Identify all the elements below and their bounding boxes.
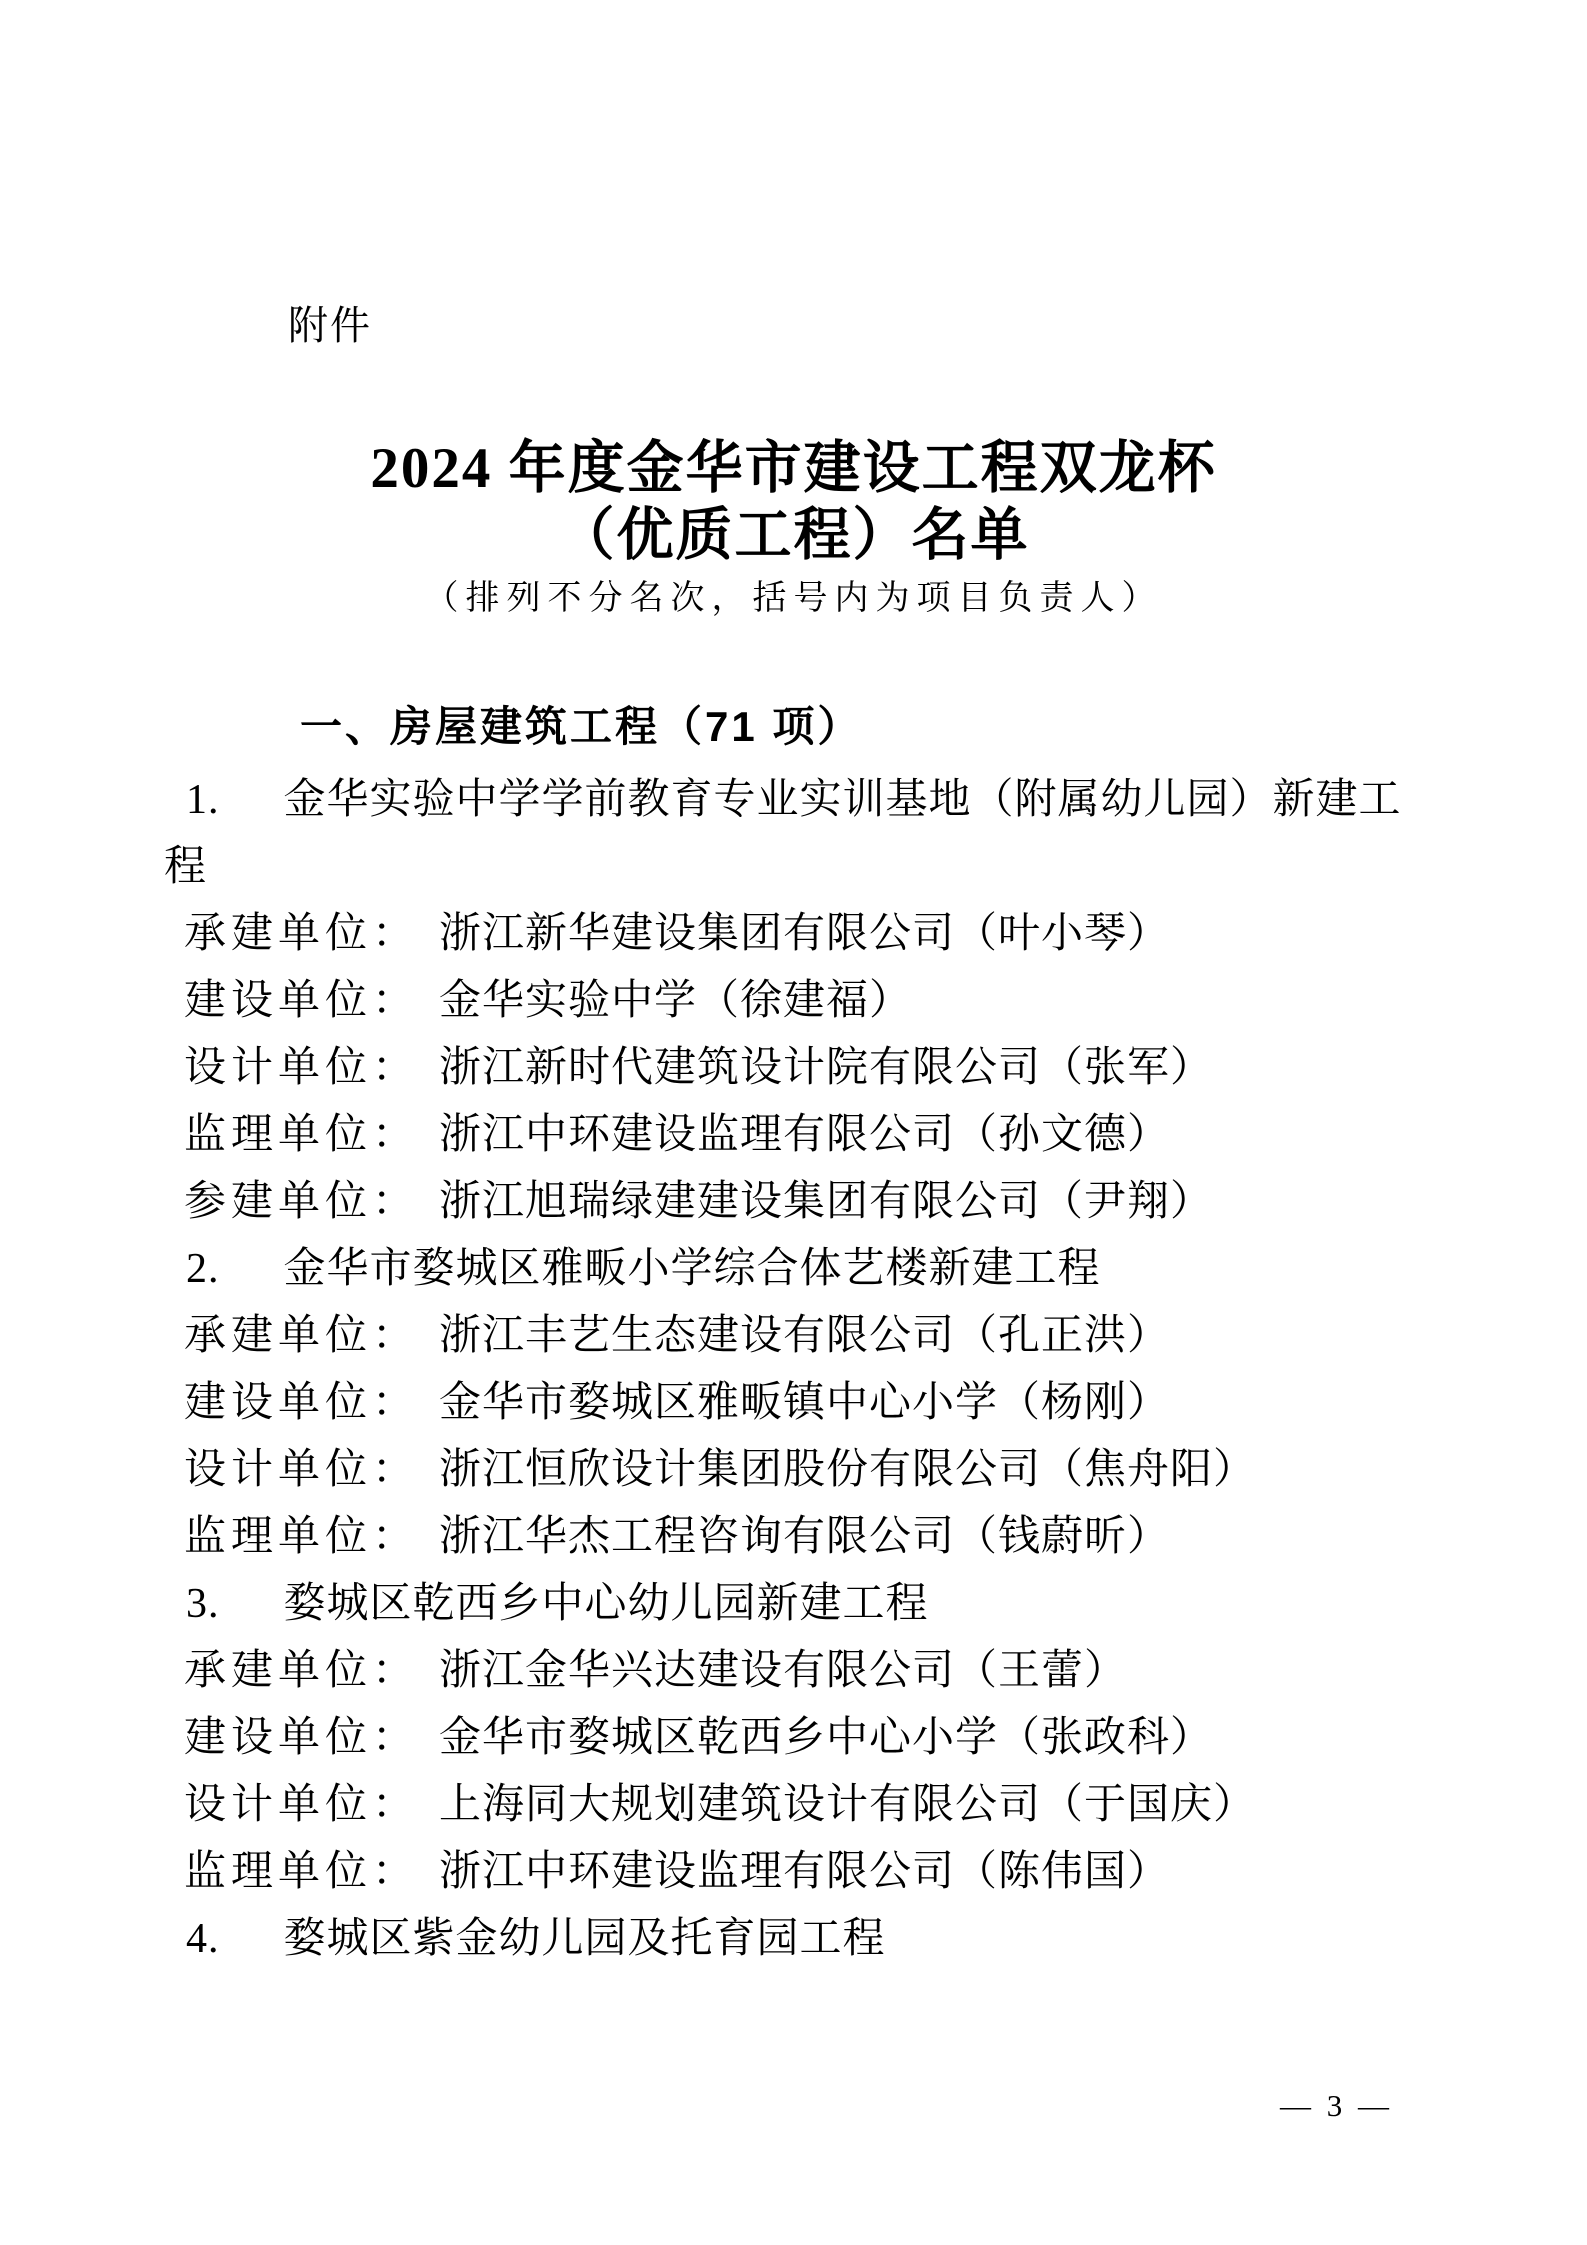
- unit-value: 浙江中环建设监理有限公司（孙文德）: [439, 1112, 1171, 1158]
- project-3-unit-row-owner: [184, 1704, 1213, 1764]
- project-2-unit-row-owner: [184, 1369, 1170, 1429]
- unit-label: 监理单位：: [184, 1849, 420, 1895]
- document-subtitle: （排列不分名次，括号内为项目负责人）: [424, 580, 1163, 617]
- unit-value: 浙江恒欣设计集团股份有限公司（焦舟阳）: [439, 1447, 1257, 1493]
- project-1-unit-row-contractor: [184, 900, 1170, 960]
- project-1-unit-row-designer: [184, 1034, 1213, 1094]
- unit-label: 监理单位：: [184, 1112, 420, 1158]
- project-1-number: 1.: [186, 777, 220, 823]
- unit-value: 上海同大规划建筑设计有限公司（于国庆）: [439, 1782, 1257, 1828]
- page-number: — 3 —: [1280, 2088, 1393, 2123]
- project-3-unit-row-designer: [184, 1771, 1256, 1831]
- unit-label: 设计单位：: [184, 1782, 420, 1828]
- project-2-unit-row-contractor: [184, 1302, 1170, 1362]
- unit-label: 建设单位：: [184, 1380, 420, 1426]
- unit-value: 浙江中环建设监理有限公司（陈伟国）: [439, 1849, 1171, 1895]
- document-title-line-2: （优质工程）名单: [557, 504, 1030, 567]
- project-1-unit-row-participant: [184, 1168, 1213, 1228]
- unit-label: 承建单位：: [184, 911, 420, 957]
- unit-value: 浙江新华建设集团有限公司（叶小琴）: [439, 911, 1171, 957]
- project-2-name: 金华市婺城区雅畈小学综合体艺楼新建工程: [283, 1246, 1101, 1292]
- unit-label: 建设单位：: [184, 978, 420, 1024]
- unit-value: 浙江华杰工程咨询有限公司（钱蔚昕）: [439, 1514, 1171, 1560]
- project-3-number: 3.: [186, 1581, 220, 1627]
- unit-value: 浙江旭瑞绿建建设集团有限公司（尹翔）: [439, 1179, 1214, 1225]
- project-1-unit-row-supervisor: [184, 1101, 1170, 1161]
- project-3-name: 婺城区乾西乡中心幼儿园新建工程: [283, 1581, 929, 1627]
- unit-value: 金华实验中学（徐建福）: [439, 978, 913, 1024]
- project-1-title-continuation: 程: [164, 844, 208, 890]
- project-3-title-line: [186, 1570, 929, 1630]
- unit-value: 浙江金华兴达建设有限公司（王蕾）: [439, 1648, 1128, 1694]
- unit-label: 承建单位：: [184, 1313, 420, 1359]
- project-1-title-line: [186, 766, 1402, 826]
- unit-value: 浙江丰艺生态建设有限公司（孔正洪）: [439, 1313, 1171, 1359]
- project-4-number: 4.: [186, 1916, 220, 1962]
- project-2-unit-row-designer: [184, 1436, 1256, 1496]
- unit-label: 监理单位：: [184, 1514, 420, 1560]
- unit-label: 参建单位：: [184, 1179, 420, 1225]
- unit-label: 建设单位：: [184, 1715, 420, 1761]
- project-2-title-line: [186, 1235, 1101, 1295]
- unit-label: 承建单位：: [184, 1648, 420, 1694]
- project-2-unit-row-supervisor: [184, 1503, 1170, 1563]
- attachment-label: 附件: [288, 304, 372, 348]
- project-2-number: 2.: [186, 1246, 220, 1292]
- project-1-name: 金华实验中学学前教育专业实训基地（附属幼儿园）新建工: [283, 777, 1402, 823]
- unit-value: 浙江新时代建筑设计院有限公司（张军）: [439, 1045, 1214, 1091]
- project-4-title-line: [186, 1905, 886, 1965]
- unit-value: 金华市婺城区雅畈镇中心小学（杨刚）: [439, 1380, 1171, 1426]
- project-3-unit-row-contractor: [184, 1637, 1127, 1697]
- section-heading: 一、房屋建筑工程（71 项）: [300, 703, 863, 750]
- unit-label: 设计单位：: [184, 1045, 420, 1091]
- document-title-line-1: 2024 年度金华市建设工程双龙杯: [370, 437, 1217, 500]
- unit-label: 设计单位：: [184, 1447, 420, 1493]
- unit-value: 金华市婺城区乾西乡中心小学（张政科）: [439, 1715, 1214, 1761]
- project-4-name: 婺城区紫金幼儿园及托育园工程: [283, 1916, 886, 1962]
- project-3-unit-row-supervisor: [184, 1838, 1170, 1898]
- project-1-unit-row-owner: [184, 967, 912, 1027]
